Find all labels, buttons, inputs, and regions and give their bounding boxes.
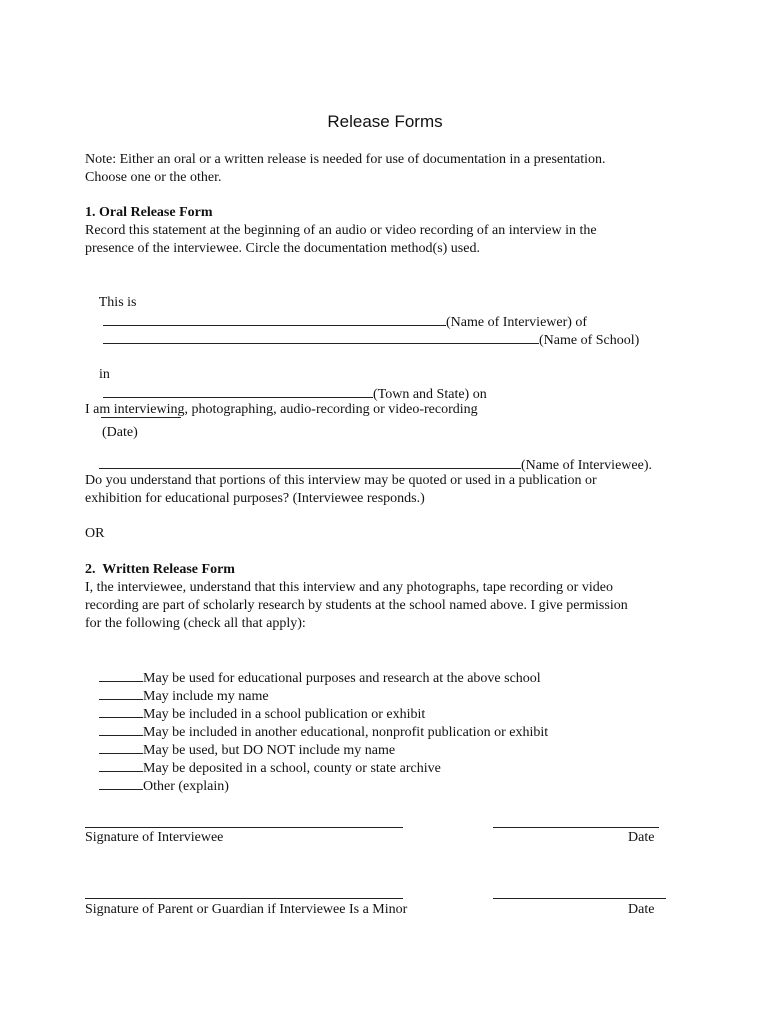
school-label: (Name of School): [539, 333, 640, 348]
written-desc-line-3: for the following (check all that apply):: [85, 616, 306, 631]
option-label: May include my name: [143, 689, 269, 704]
guardian-signature-line[interactable]: [85, 898, 403, 899]
question-line-2: exhibition for educational purposes? (Interviewee responds.): [85, 491, 425, 506]
town-state-blank[interactable]: [103, 384, 373, 398]
oral-release-heading: 1. Oral Release Form: [85, 205, 213, 220]
option-label: May be used for educational purposes and research at the above school: [143, 671, 541, 686]
town-state-label: (Town and State) on: [373, 387, 487, 402]
option-label: Other (explain): [143, 779, 229, 794]
option-label: May be used, but DO NOT include my name: [143, 743, 396, 758]
interviewee-date-line[interactable]: [493, 827, 659, 828]
guardian-signature-label: Signature of Parent or Guardian if Interviewee Is a Minor: [85, 902, 408, 917]
page-title: Release Forms: [327, 112, 443, 131]
option-check-blank[interactable]: [99, 776, 143, 790]
interviewee-signature-line[interactable]: [85, 827, 403, 828]
in-label: in: [99, 367, 110, 382]
interviewee-name-blank[interactable]: [99, 455, 521, 469]
note-line-2: Choose one or the other.: [85, 170, 222, 185]
option-item: [85, 758, 229, 814]
interviewee-signature-label: Signature of Interviewee: [85, 830, 224, 845]
this-is-label: This is: [98, 295, 137, 310]
documentation-methods: I am interviewing, photographing, audio-recording or video-recording: [85, 402, 478, 417]
option-label: May be included in another educational, nonprofit publication or exhibit: [143, 725, 549, 740]
option-label: May be included in a school publication or exhibit: [143, 707, 426, 722]
written-release-heading: 2. Written Release Form: [85, 562, 235, 577]
oral-desc-line-1: Record this statement at the beginning of an audio or video recording of an interview in the: [85, 223, 597, 238]
note-line-1: Note: Either an oral or a written release is needed for use of documentation in a presentation.: [85, 152, 606, 167]
school-name-blank[interactable]: [103, 330, 539, 344]
interviewee-label: (Name of Interviewee).: [521, 458, 652, 473]
question-line-1: Do you understand that portions of this interview may be quoted or used in a publication or: [85, 473, 597, 488]
date-label: (Date): [102, 425, 138, 440]
or-divider: OR: [85, 526, 105, 541]
guardian-date-label: Date: [628, 902, 655, 917]
guardian-date-line[interactable]: [493, 898, 666, 899]
oral-desc-line-2: presence of the interviewee. Circle the documentation method(s) used.: [85, 241, 480, 256]
interviewer-label: (Name of Interviewer) of: [446, 315, 588, 330]
interviewee-date-label: Date: [628, 830, 655, 845]
written-desc-line-2: recording are part of scholarly research by students at the school named above. I give permission: [85, 598, 628, 613]
option-label: May be deposited in a school, county or state archive: [143, 761, 441, 776]
written-desc-line-1: I, the interviewee, understand that this interview and any photographs, tape recording or video: [85, 580, 613, 595]
